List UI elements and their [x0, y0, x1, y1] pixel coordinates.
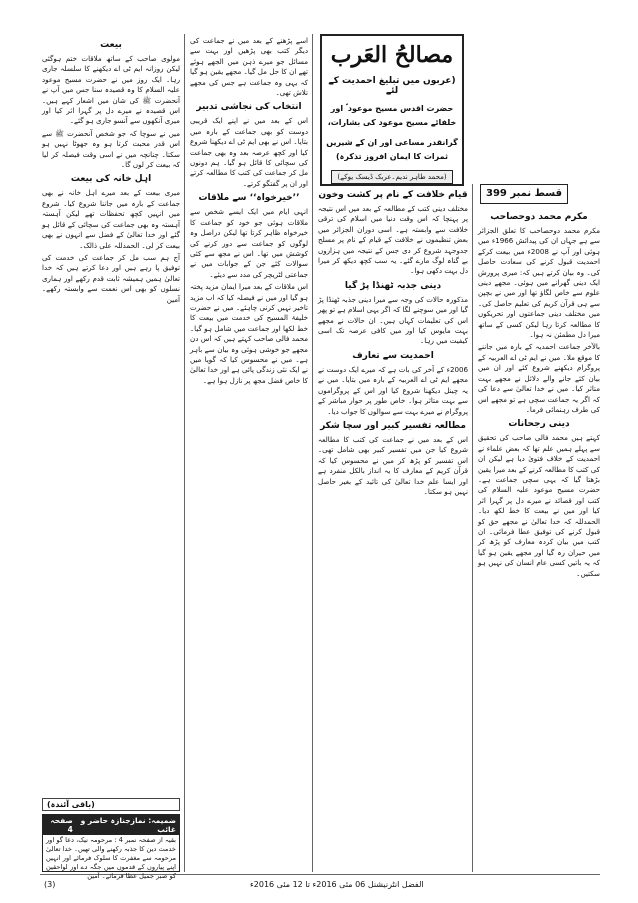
paragraph: اسے پڑھنے کے بعد میں نے جماعت کی دیگر کتب بھی پڑھیں اور بہت سے مسائل جو میرے ذہن میں الجھے ہوئے تھے ان کا حل مل گیا۔ مجھے یقین ہو گیا کہ یہی وہ جماعت ہے جس کی مجھے تلاش تھی۔ [190, 36, 308, 98]
footer-dateline: الفضل انٹرنیشنل 06 مئی 2016ء تا 12 مئی 2016ء [250, 880, 424, 889]
masthead-subtitle: (عربوں میں تبلیغ احمدیت کے لئے [328, 76, 456, 96]
column-rule [312, 34, 313, 872]
section-subheading: احمدیت سے تعارف [352, 350, 434, 361]
masthead-line-2: گرانقدر مساعی اور ان کے شیریں ثمرات کا ایمان افروز تذکرہ) [326, 138, 458, 161]
notice-title: ضمیمہ: نمازجنازہ حاضر و غائب [80, 816, 176, 834]
masthead-title: مصالحُ العَرب [330, 42, 454, 68]
paragraph: مولوی صاحب کے ساتھ ملاقات ختم ہوگئی لیکن روزانہ ایم ٹی اے دیکھنے کا سلسلہ جاری رہا۔ ایک روز میں نے حضرت مسیح موعود علیہ السلام کا وہ قصیدہ سنا جس میں آپ نے آنحضرت ﷺ کی شان میں اشعار کہے ہیں۔ اس قصیدہ نے میرے دل پر گہرا اثر کیا اور میری آنکھوں سے آنسو جاری ہو گئے۔ [42, 54, 180, 126]
notice-body: بقیہ از صفحہ نمبر 4 : مرحومہ نیک، دعا گو اور خدمت دین کا جذبہ رکھنے والی تھیں۔ خدا تعالیٰ مرحومہ سے مغفرت کا سلوک فرمائے اور انہیں اپنے پیاروں کے قدموں میں جگہ دے اور لواحقین کو صبر جمیل عطا فرمائے۔ آمین [46, 836, 176, 880]
paragraph: آج ہم سب مل کر جماعت کی خدمت کی توفیق پا رہے ہیں اور دعا کرتے ہیں کہ خدا تعالیٰ ہمیں ہمیشہ ثابت قدم رکھے اور ہماری نسلوں کو بھی اس نعمت سے وابستہ رکھے۔ آمین [42, 252, 180, 304]
page-number: (3) [44, 880, 56, 889]
column-rule [184, 34, 185, 872]
column-rule [472, 184, 473, 872]
section-subheading: مطالعہ تفسیر کبیر اور سچا شکر [320, 420, 466, 431]
column-middle-right [318, 186, 468, 872]
paragraph: مکرم محمد دوحصاحب کا تعلق الجزائر سے ہے جہاں ان کی پیدائش 1966ء میں ہوئی اور آپ نے 2008ء میں بیعت کرکے احمدیت قبول کرنے کی سعادت حاصل کی۔ وہ بیان کرتے ہیں کہ: میری پرورش ایک دینی گھرانے میں ہوئی۔ مجھے دینی علوم سے خاص لگاؤ تھا اور میں نے بچپن سے ہی قرآن کریم کی تعلیم حاصل کی۔ میں مختلف دینی جماعتوں اور تحریکوں کا مطالعہ کرتا رہا لیکن کسی کے ساتھ میرا دل مطمئن نہ ہوا۔ [478, 226, 600, 340]
paragraph: اس کے بعد میں نے جماعت کی کتب کا مطالعہ شروع کیا جن میں تفسیر کبیر بھی شامل تھی۔ اس تفسیر کو پڑھ کر میں نے محسوس کیا کہ قرآن کریم کے معارف کا یہ انداز بالکل منفرد ہے اور ایسا علم خدا تعالیٰ کی تائید کے بغیر حاصل نہیں ہو سکتا۔ [318, 434, 468, 496]
masthead-line-1: حضرت اقدس مسیح موعود ؑ اور خلفائے مسیح موعود کی بشارات، [327, 104, 457, 127]
paragraph: 2006ء کے آخر کی بات ہے کہ میرے ایک دوست نے مجھے ایم ٹی اے العربیہ کے بارہ میں بتایا۔ میں نے یہ چینل دیکھنا شروع کیا اور اس کے پروگراموں سے بہت متاثر ہوا۔ خاص طور پر حوار مباشر کے پروگرام نے میرے بہت سے سوالوں کا جواب دیا۔ [318, 364, 468, 416]
section-subheading: انتخاب کی نجاشی تدبیر [196, 102, 302, 113]
column-left [42, 36, 180, 796]
section-heading: مکرم محمد دوحصاحب [490, 212, 588, 222]
paragraph: کہتے ہیں محمد فالی صاحب کی تحقیق سے پہلے ہمیں علم تھا کہ بعض علماء نے احمدیت کے خلاف فتویٰ دیا ہے لیکن ان کی کتب کا مطالعہ کرنے کے بعد میرا یقین بڑھتا گیا کہ یہی سچی جماعت ہے۔ حضرت مسیح موعود علیہ السلام کی کتب اور قصائد نے میرے دل پر گہرا اثر کیا اور میں نے بیعت کا خط لکھ دیا۔ الحمدللہ کہ خدا تعالیٰ نے مجھے حق کو قبول کرنے کی توفیق عطا فرمائی۔ ان کتب میں بیان کردہ معارف کو پڑھ کر میں حیران رہ گیا اور مجھے یقین ہو گیا کہ یہ باتیں کسی عام انسان کی نہیں ہو سکتیں۔ [478, 433, 600, 578]
episode-label: قسط نمبر 399 [485, 188, 563, 199]
paragraph: مذکورہ حالات کی وجہ سے میرا دینی جذبہ ٹھنڈا پڑ گیا اور میں سوچنے لگا کہ اگر یہی اسلام ہے تو پھر اس کی تعلیمات کہاں ہیں۔ ان حالات نے مجھے بہت مایوس کیا اور میں کافی عرصہ تک اسی کیفیت میں رہا۔ [318, 294, 468, 346]
paragraph: بالآخر جماعت احمدیہ کے بارہ میں جاننے کا موقع ملا۔ میں نے ایم ٹی اے العربیہ کے پروگرام دیکھنے شروع کئے اور ان میں بیان کئے جانے والے دلائل نے مجھے بہت متاثر کیا۔ میں نے خدا تعالیٰ سے دعا کی کہ اگر یہ جماعت سچی ہے تو مجھے اس کی طرف رہنمائی فرما۔ [478, 342, 600, 414]
paragraph: اس ملاقات کے بعد میرا ایمان مزید پختہ ہو گیا اور میں نے فیصلہ کیا کہ اب مزید تاخیر نہیں کرنی چاہئے۔ میں نے حضرت خلیفۃ المسیح کی خدمت میں بیعت کا خط لکھا اور جماعت میں شامل ہو گیا۔ محمد فالی صاحب کہتے ہیں کہ اس دن مجھے جو خوشی ہوئی وہ بیان سے باہر ہے۔ میں نے محسوس کیا کہ گویا میں نے ایک نئی زندگی پائی ہے اور خدا تعالیٰ کا خاص فضل مجھ پر نازل ہوا ہے۔ [190, 282, 308, 385]
section-heading: بیعت [100, 40, 122, 50]
section-heading: قیام خلافت کے نام پر کشت وخون [318, 190, 468, 200]
continued-note [42, 798, 180, 811]
notice-header [43, 815, 179, 835]
column-right [478, 208, 600, 872]
section-subheading: ’’خیرخواہ‘‘ سے ملاقات [198, 193, 300, 204]
paragraph: اس کے بعد میں نے اپنے ایک قریبی دوست کو بھی جماعت کے بارہ میں بتایا۔ اس نے بھی ایم ٹی اے دیکھنا شروع کیا اور کچھ عرصہ بعد وہ بھی جماعت کی سچائی کا قائل ہو گیا۔ ہم دونوں مل کر جماعت کی کتب کا مطالعہ کرتے اور ان پر گفتگو کرتے۔ [190, 116, 308, 188]
masthead [320, 34, 464, 186]
paragraph: انہی ایام میں ایک ایسے شخص سے ملاقات ہوئی جو خود کو جماعت کا خیرخواہ ظاہر کرتا تھا لیکن دراصل وہ لوگوں کو جماعت سے دور کرنے کی کوشش میں تھا۔ اس نے مجھ سے کئی سوالات کئے جن کے جوابات میں نے جماعتی لٹریچر کی مدد سے دیئے۔ [190, 207, 308, 279]
author-byline: (محمد طاہر ندیم۔عربک ڈیسک یوکے) [331, 170, 453, 184]
column-middle-left [190, 36, 308, 872]
section-subheading: دینی جذبہ ٹھنڈا پڑ گیا [344, 280, 442, 291]
paragraph: میری بیعت کے بعد میرے اہل خانہ نے بھی جماعت کے بارہ میں جاننا شروع کیا۔ شروع میں انہیں کچھ تحفظات تھے لیکن آہستہ آہستہ وہ بھی جماعت کی سچائی کے قائل ہو گئے اور خدا تعالیٰ کے فضل سے انہوں نے بھی بیعت کر لی۔ الحمدللہ علی ذالک۔ [42, 188, 180, 250]
section-subheading: دینی رجحانات [508, 419, 570, 430]
section-subheading: اہل خانہ کی بیعت [70, 174, 152, 185]
episode-box [480, 184, 568, 204]
notice-box [42, 814, 180, 880]
notice-page-ref: صفحہ 4 [50, 816, 73, 834]
paragraph: میں نے سوچا کہ جو شخص آنحضرت ﷺ سے اس قدر محبت کرتا ہو وہ جھوٹا نہیں ہو سکتا۔ چنانچہ میں نے اسی وقت فیصلہ کر لیا کہ بیعت کر لوں گا۔ [42, 128, 180, 170]
paragraph: مختلف دینی کتب کے مطالعہ کے بعد میں اس نتیجہ پر پہنچا کہ اس وقت دنیا میں اسلام کی ترقی خلافت سے وابستہ ہے۔ اسی دوران الجزائر میں بعض تنظیموں نے خلافت کے قیام کے نام پر مسلح جدوجہد شروع کر دی جس کے نتیجہ میں ہزاروں بے گناہ لوگ مارے گئے۔ یہ سب کچھ دیکھ کر میرا دل بہت دکھی ہوا۔ [318, 204, 468, 276]
continued-label: (باقی آئندہ) [47, 800, 95, 809]
